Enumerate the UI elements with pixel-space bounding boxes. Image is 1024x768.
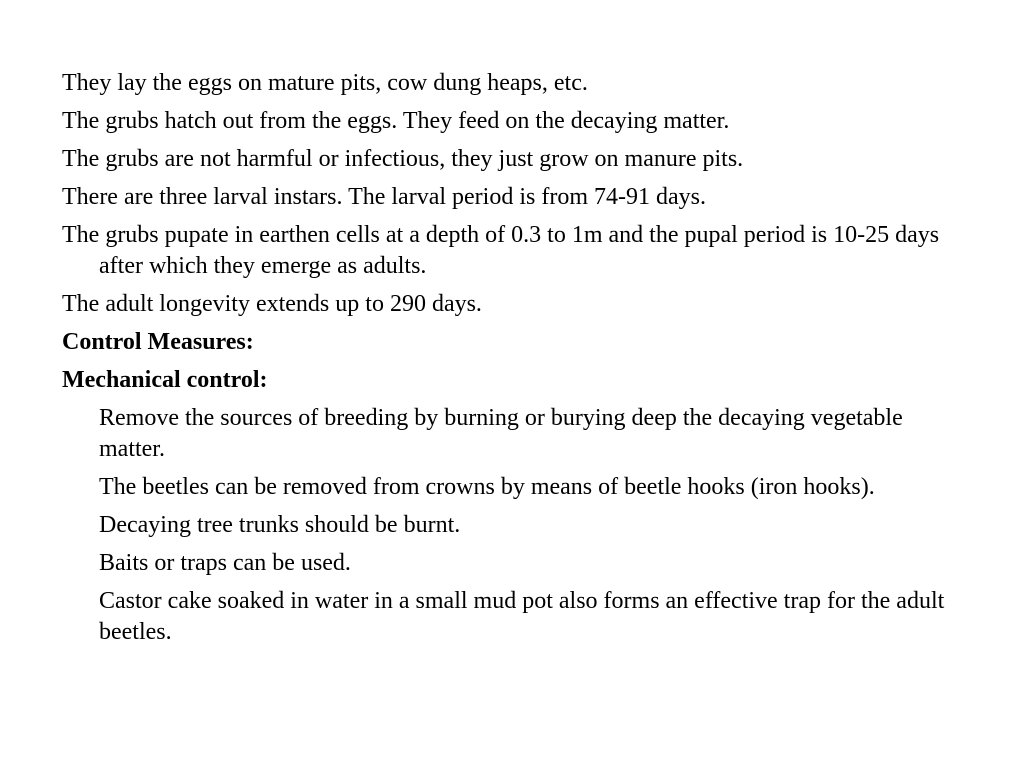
mechanical-item-remove-breeding: Remove the sources of breeding by burning or burying deep the decaying vegetable matter. (99, 405, 903, 462)
mechanical-control-heading: Mechanical control: (62, 367, 268, 393)
mechanical-item-burn-trunks: Decaying tree trunks should be burnt. (99, 512, 461, 538)
slide-content (62, 68, 962, 655)
control-measures-heading: Control Measures: (62, 329, 254, 355)
mechanical-item-castor-cake-trap: Castor cake soaked in water in a small mud pot also forms an effective trap for the adult beetles. (99, 588, 945, 645)
paragraph-pupation: The grubs pupate in earthen cells at a depth of 0.3 to 1m and the pupal period is 10-25 days after which they emerge as adults. (62, 222, 940, 279)
paragraph-adult-longevity: The adult longevity extends up to 290 days. (62, 291, 482, 317)
paragraph-grubs-harmless: The grubs are not harmful or infectious, they just grow on manure pits. (62, 146, 744, 172)
mechanical-item-baits-traps: Baits or traps can be used. (99, 550, 351, 576)
paragraph-egg-laying: They lay the eggs on mature pits, cow dung heaps, etc. (62, 70, 588, 96)
paragraph-larval-instars: There are three larval instars. The larval period is from 74-91 days. (62, 184, 706, 210)
paragraph-grubs-hatch: The grubs hatch out from the eggs. They feed on the decaying matter. (62, 108, 730, 134)
mechanical-item-beetle-hooks: The beetles can be removed from crowns by means of beetle hooks (iron hooks). (99, 474, 875, 500)
